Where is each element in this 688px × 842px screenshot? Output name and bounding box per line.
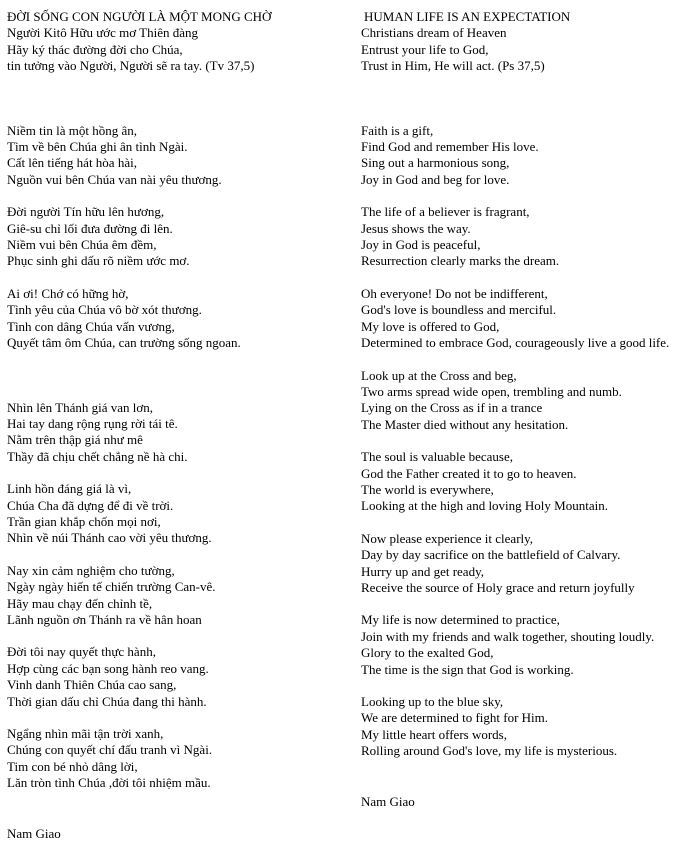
poem-line: Lãnh nguồn ơn Thánh ra về hân hoan (7, 611, 202, 627)
vietnamese-stanza (7, 726, 347, 792)
vietnamese-stanza (7, 123, 347, 189)
english-stanza (361, 204, 683, 270)
poem-line: Now please experience it clearly, (361, 530, 534, 546)
poem-line: Chúng con quyết chí đấu tranh vì Ngài. (7, 742, 213, 758)
poem-line: Nhìn lên Thánh giá van lơn, (7, 399, 153, 415)
poem-line: Cất lên tiếng hát hòa hài, (7, 155, 137, 171)
poem-line: Nằm trên thập giá như mê (7, 432, 143, 448)
poem-line: Hurry up and get ready, (361, 563, 484, 579)
poem-line: My life is now determined to practice, (361, 612, 560, 628)
english-stanza (361, 531, 683, 597)
english-stanza (361, 123, 683, 189)
poem-line: Find God and remember His love. (361, 139, 539, 155)
poem-line: We are determined to fight for Him. (361, 710, 549, 726)
poem-line: Two arms spread wide open, trembling and numb. (361, 383, 622, 399)
vietnamese-stanza (7, 400, 347, 466)
english-author: Nam Giao (361, 793, 415, 809)
poem-line: Sing out a harmonious song, (361, 155, 510, 171)
poem-line: Day by day sacrifice on the battlefield of Calvary. (361, 547, 621, 563)
poem-line: Oh everyone! Do not be indifferent, (361, 285, 548, 301)
english-title: HUMAN LIFE IS AN EXPECTATION (364, 9, 571, 24)
vietnamese-intro (7, 25, 347, 74)
poem-line: Lăn tròn tình Chúa ,đời tôi nhiệm mầu. (7, 775, 211, 791)
poem-line: Ai ơi! Chớ có hững hờ, (7, 285, 129, 301)
poem-line: Jesus shows the way. (361, 220, 471, 236)
poem-line: Nguồn vui bên Chúa van nài yêu thương. (7, 171, 222, 187)
poem-line: Tình yêu của Chúa vô bờ xót thương. (7, 302, 202, 318)
poem-line: The world is everywhere, (361, 481, 494, 497)
poem-line: Hãy ký thác đường đời cho Chúa, (7, 41, 183, 57)
poem-line: Christians dream of Heaven (361, 25, 507, 41)
poem-line: Trần gian khắp chốn mọi nơi, (7, 513, 161, 529)
poem-line: Thời gian dấu chỉ Chúa đang thi hành. (7, 693, 207, 709)
poem-line: My little heart offers words, (361, 726, 507, 742)
poem-line: tin tưởng vào Người, Người sẽ ra tay. (Tv 37,5) (7, 58, 255, 74)
poem-line: Looking at the high and loving Holy Mountain. (361, 498, 608, 514)
poem-line: Look up at the Cross and beg, (361, 367, 517, 383)
poem-line: Hai tay dang rộng rụng rời tái tê. (7, 415, 178, 431)
poem-line: God's love is boundless and merciful. (361, 302, 557, 318)
vietnamese-poem-column (7, 9, 347, 842)
poem-line: Looking up to the blue sky, (361, 694, 504, 709)
vietnamese-stanza (7, 563, 347, 629)
vietnamese-stanza (7, 481, 347, 547)
vietnamese-author: Nam Giao (7, 825, 61, 841)
poem-line: Glory to the exalted God, (361, 645, 494, 661)
poem-line: Niềm tin là một hồng ân, (7, 122, 137, 138)
english-stanza (361, 368, 683, 434)
poem-line: My love is offered to God, (361, 318, 500, 334)
poem-line: Ngẩng nhìn mãi tận trời xanh, (7, 726, 164, 741)
poem-line: Hãy mau chạy đến chỉnh tề, (7, 595, 153, 611)
poem-line: Entrust your life to God, (361, 41, 489, 57)
poem-line: Niềm vui bên Chúa êm đềm, (7, 237, 157, 253)
poem-line: Trust in Him, He will act. (Ps 37,5) (361, 58, 545, 74)
english-stanza (361, 694, 683, 760)
poem-line: Determined to embrace God, courageously live a good life. (361, 335, 670, 351)
poem-line: Nhìn về núi Thánh cao vời yêu thương. (7, 530, 212, 546)
vietnamese-title: ĐỜI SỐNG CON NGƯỜI LÀ MỘT MONG CHỜ (7, 9, 272, 24)
vietnamese-stanza (7, 204, 347, 270)
vietnamese-stanza (7, 286, 347, 352)
poem-line: Joy in God is peaceful, (361, 237, 481, 253)
poem-line: Rolling around God's love, my life is mysterious. (361, 743, 618, 759)
poem-line: The Master died without any hesitation. (361, 416, 569, 432)
poem-line: Lying on the Cross as if in a trance (361, 400, 543, 416)
poem-line: Quyết tâm ôm Chúa, can trường sống ngoan. (7, 335, 241, 351)
poem-line: Giê-su chỉ lối đưa đường đi lên. (7, 220, 173, 236)
poem-line: Tình con dâng Chúa vấn vương, (7, 318, 175, 334)
poem-line: Hợp cùng các bạn song hành reo vang. (7, 660, 209, 676)
poem-line: Vinh danh Thiên Chúa cao sang, (7, 677, 177, 693)
poem-line: The life of a believer is fragrant, (361, 204, 530, 220)
poem-line: Thầy đã chịu chết chẳng nề hà chi. (7, 448, 188, 464)
poem-line: God the Father created it to go to heaven. (361, 465, 577, 481)
vietnamese-stanza (7, 644, 347, 710)
english-intro (361, 25, 683, 74)
poem-line: Tìm về bên Chúa ghi ân tình Ngài. (7, 139, 188, 155)
poem-line: Đời tôi nay quyết thực hành, (7, 644, 156, 660)
poem-line: Join with my friends and walk together, shouting loudly. (361, 628, 655, 644)
poem-line: Nay xin cảm nghiệm cho tường, (7, 562, 175, 578)
poem-line: Ngày ngày hiến tế chiến trường Can-vê. (7, 579, 216, 595)
poem-line: Đời người Tín hữu lên hương, (7, 204, 165, 220)
poem-line: Resurrection clearly marks the dream. (361, 253, 560, 269)
poem-line: Receive the source of Holy grace and return joyfully (361, 579, 635, 595)
poem-line: Người Kitô Hữu ước mơ Thiên đàng (7, 25, 199, 41)
poem-line: Linh hồn đáng giá là vì, (7, 481, 132, 497)
poem-line: Phục sinh ghi dấu rõ niềm ước mơ. (7, 253, 190, 269)
poem-line: The soul is valuable because, (361, 449, 513, 465)
english-stanza (361, 286, 683, 352)
english-stanza (361, 612, 683, 678)
poem-line: Tim con bé nhỏ dâng lời, (7, 758, 138, 774)
english-stanza (361, 449, 683, 515)
poem-line: Joy in God and beg for love. (361, 171, 510, 187)
english-poem-column (361, 9, 683, 810)
poem-line: The time is the sign that God is working. (361, 661, 574, 677)
poem-line: Faith is a gift, (361, 122, 434, 138)
poem-line: Chúa Cha đã dựng để đi về trời. (7, 497, 174, 513)
